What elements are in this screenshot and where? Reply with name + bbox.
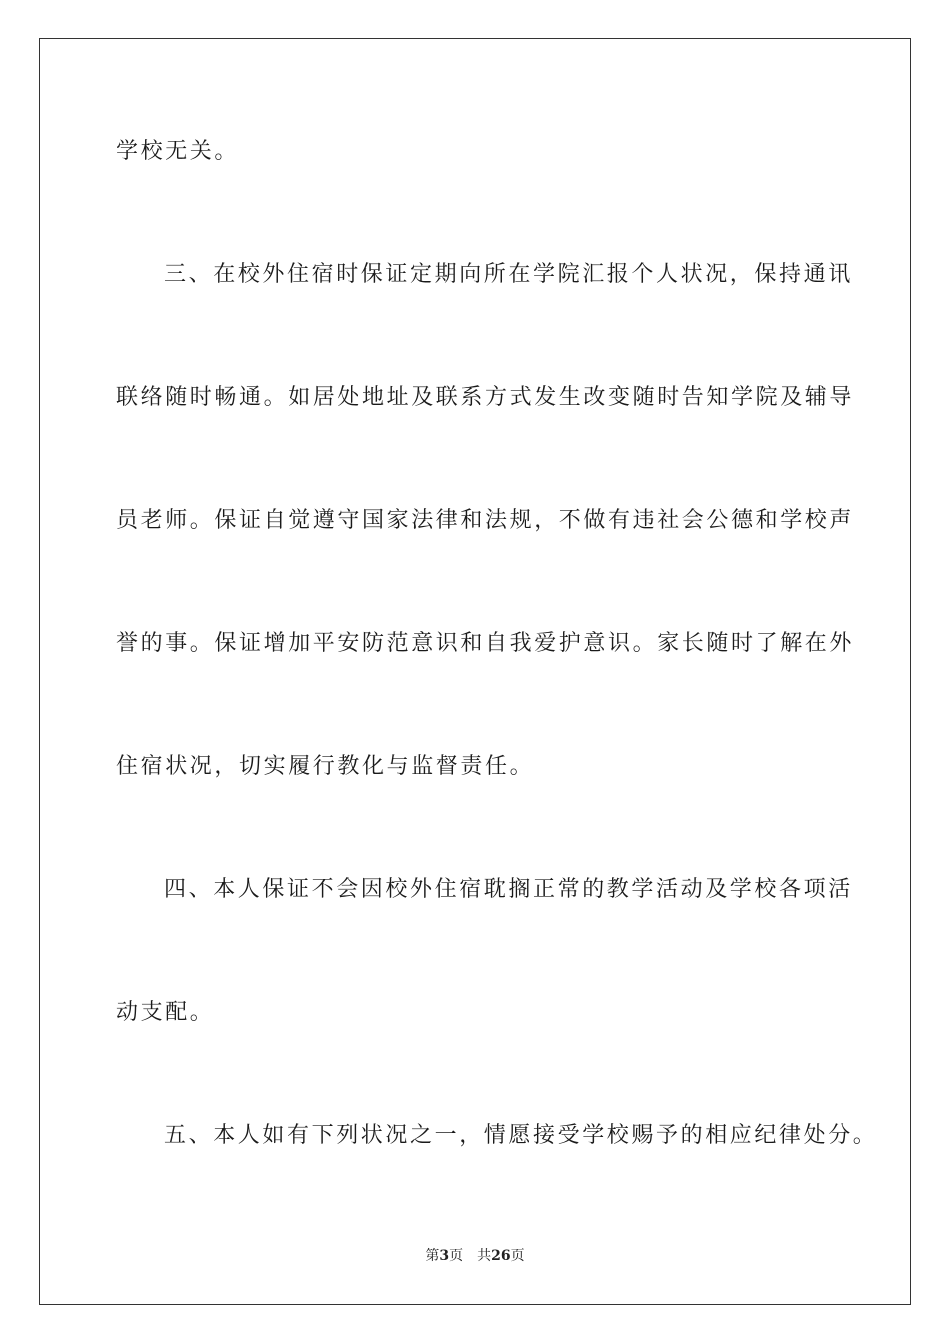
paragraph-line-2: 三、在校外住宿时保证定期向所在学院汇报个人状况，保持通讯 <box>164 262 853 287</box>
paragraph-line-1: 学校无关。 <box>116 139 240 164</box>
footer-total-suffix: 页 <box>510 1248 525 1264</box>
paragraph-line-7: 四、本人保证不会因校外住宿耽搁正常的教学活动及学校各项活 <box>164 877 853 902</box>
paragraph-line-6: 住宿状况，切实履行教化与监督责任。 <box>116 754 535 779</box>
footer-page-prefix: 第 <box>425 1248 440 1264</box>
page-border <box>39 38 911 1305</box>
paragraph-line-8: 动支配。 <box>116 1000 215 1025</box>
footer-page-suffix: 页 <box>449 1248 464 1264</box>
paragraph-line-3: 联络随时畅通。如居处地址及联系方式发生改变随时告知学院及辅导 <box>116 385 855 410</box>
paragraph-line-4: 员老师。保证自觉遵守国家法律和法规，不做有违社会公德和学校声 <box>116 508 855 533</box>
footer-total-pages: 26 <box>491 1248 511 1264</box>
footer-total-prefix: 共 <box>477 1248 492 1264</box>
page-footer <box>0 1247 950 1265</box>
footer-page-number: 3 <box>439 1248 450 1264</box>
paragraph-line-9: 五、本人如有下列状况之一，情愿接受学校赐予的相应纪律处分。 <box>164 1123 878 1148</box>
paragraph-line-5: 誉的事。保证增加平安防范意识和自我爱护意识。家长随时了解在外 <box>116 631 855 656</box>
